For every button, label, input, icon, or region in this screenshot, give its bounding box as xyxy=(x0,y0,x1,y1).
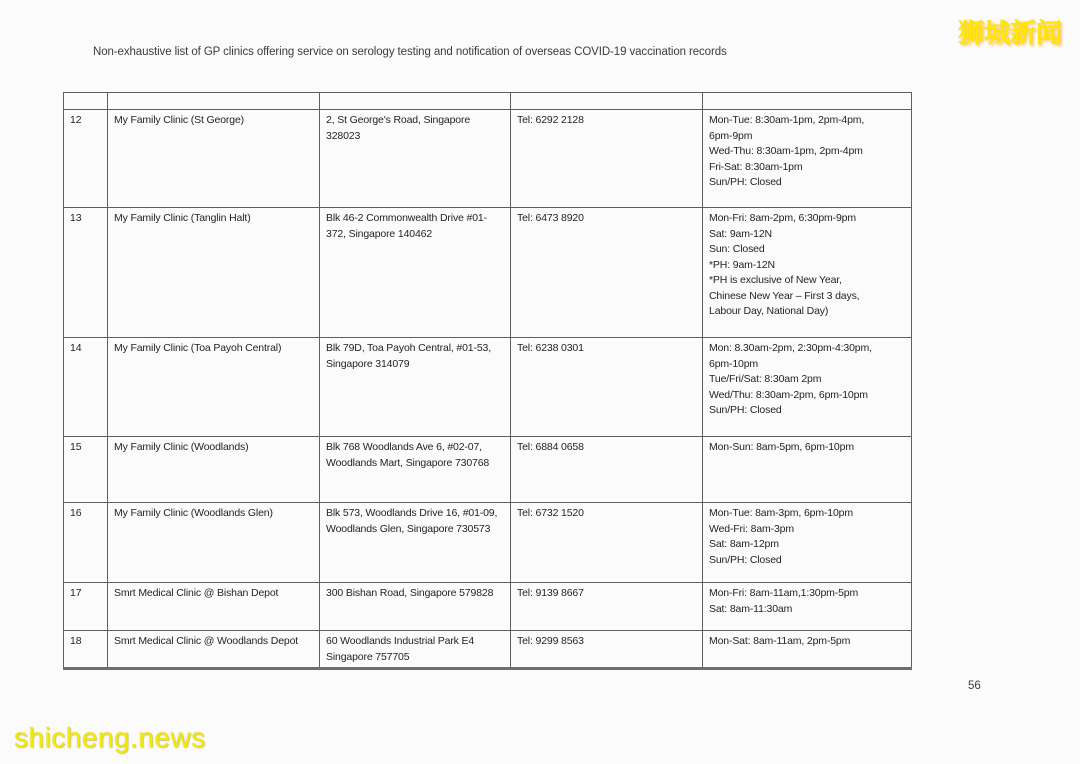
row-number-cell: 18 xyxy=(64,631,108,669)
header-cell xyxy=(320,93,511,110)
hours-cell: Mon-Fri: 8am-2pm, 6:30pm-9pm Sat: 9am-12N Sun: Closed *PH: 9am-12N *PH is exclusive of New Year, Chinese New Year – First 3 days, Labour Day, National Day) xyxy=(703,208,912,338)
address-cell: 60 Woodlands Industrial Park E4 Singapore 757705 xyxy=(320,631,511,669)
table-row xyxy=(64,583,912,631)
phone-cell: Tel: 9139 8667 xyxy=(511,583,703,631)
table-row xyxy=(64,631,912,669)
clinic-name-cell: My Family Clinic (Woodlands Glen) xyxy=(108,503,320,583)
phone-cell: Tel: 9299 8563 xyxy=(511,631,703,669)
header-cell xyxy=(511,93,703,110)
hours-cell: Mon-Tue: 8am-3pm, 6pm-10pm Wed-Fri: 8am-3pm Sat: 8am-12pm Sun/PH: Closed xyxy=(703,503,912,583)
clinic-name-cell: Smrt Medical Clinic @ Woodlands Depot xyxy=(108,631,320,669)
watermark-site-domain: shicheng.news xyxy=(14,722,206,753)
header-cell xyxy=(108,93,320,110)
watermark-site-name: 狮城新闻 xyxy=(958,18,1063,48)
row-number-cell: 13 xyxy=(64,208,108,338)
address-cell: Blk 46-2 Commonwealth Drive #01-372, Singapore 140462 xyxy=(320,208,511,338)
table-row xyxy=(64,503,912,583)
page-number: 56 xyxy=(968,680,981,692)
row-number-cell: 14 xyxy=(64,338,108,437)
clinic-name-cell: My Family Clinic (St George) xyxy=(108,110,320,208)
hours-cell: Mon-Sun: 8am-5pm, 6pm-10pm xyxy=(703,437,912,503)
phone-cell: Tel: 6473 8920 xyxy=(511,208,703,338)
table-row xyxy=(64,208,912,338)
hours-cell: Mon-Tue: 8:30am-1pm, 2pm-4pm, 6pm-9pm Wed-Thu: 8:30am-1pm, 2pm-4pm Fri-Sat: 8:30am-1pm Sun/PH: Closed xyxy=(703,110,912,208)
document-title: Non-exhaustive list of GP clinics offering service on serology testing and notification of overseas COVID-19 vaccination records xyxy=(93,46,727,58)
address-cell: Blk 79D, Toa Payoh Central, #01-53, Singapore 314079 xyxy=(320,338,511,437)
row-number-cell: 15 xyxy=(64,437,108,503)
phone-cell: Tel: 6732 1520 xyxy=(511,503,703,583)
clinic-table xyxy=(63,92,912,670)
clinic-name-cell: My Family Clinic (Woodlands) xyxy=(108,437,320,503)
address-cell: Blk 768 Woodlands Ave 6, #02-07, Woodlands Mart, Singapore 730768 xyxy=(320,437,511,503)
header-cell xyxy=(703,93,912,110)
header-cell xyxy=(64,93,108,110)
address-cell: 2, St George's Road, Singapore 328023 xyxy=(320,110,511,208)
row-number-cell: 16 xyxy=(64,503,108,583)
hours-cell: Mon-Fri: 8am-11am,1:30pm-5pm Sat: 8am-11:30am xyxy=(703,583,912,631)
table-header-row xyxy=(64,93,912,110)
row-number-cell: 12 xyxy=(64,110,108,208)
table-row xyxy=(64,110,912,208)
clinic-name-cell: My Family Clinic (Toa Payoh Central) xyxy=(108,338,320,437)
table-row xyxy=(64,437,912,503)
row-number-cell: 17 xyxy=(64,583,108,631)
phone-cell: Tel: 6238 0301 xyxy=(511,338,703,437)
hours-cell: Mon: 8.30am-2pm, 2:30pm-4:30pm, 6pm-10pm Tue/Fri/Sat: 8:30am 2pm Wed/Thu: 8:30am-2pm, 6pm-10pm Sun/PH: Closed xyxy=(703,338,912,437)
hours-cell: Mon-Sat: 8am-11am, 2pm-5pm xyxy=(703,631,912,669)
clinic-name-cell: My Family Clinic (Tanglin Halt) xyxy=(108,208,320,338)
address-cell: Blk 573, Woodlands Drive 16, #01-09, Woodlands Glen, Singapore 730573 xyxy=(320,503,511,583)
clinic-name-cell: Smrt Medical Clinic @ Bishan Depot xyxy=(108,583,320,631)
address-cell: 300 Bishan Road, Singapore 579828 xyxy=(320,583,511,631)
phone-cell: Tel: 6292 2128 xyxy=(511,110,703,208)
table-row xyxy=(64,338,912,437)
phone-cell: Tel: 6884 0658 xyxy=(511,437,703,503)
